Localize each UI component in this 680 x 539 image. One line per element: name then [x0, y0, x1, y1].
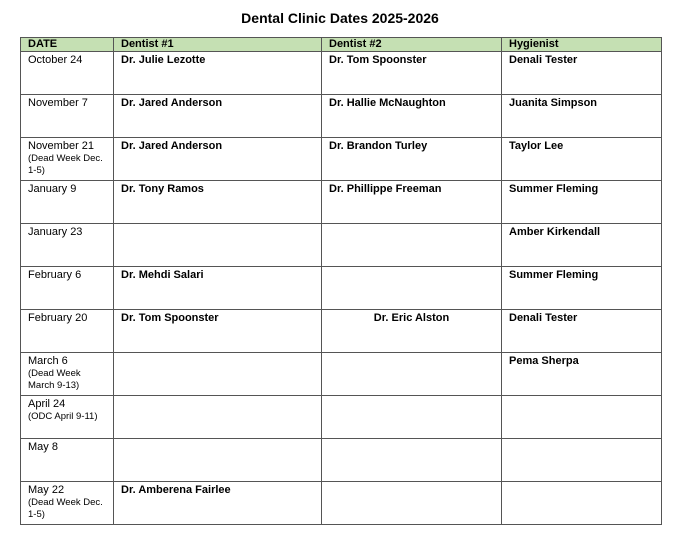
date-note: (Dead Week Dec. 1-5) — [28, 153, 103, 176]
date-text: May 22 — [28, 484, 65, 496]
dentist-1-cell: Dr. Jared Anderson — [114, 95, 322, 138]
table-row — [21, 52, 662, 95]
date-text: March 6 — [28, 355, 68, 367]
dentist-2-cell — [322, 267, 502, 310]
table-row — [21, 482, 662, 525]
date-cell — [21, 95, 114, 138]
header-dentist-1: Dentist #1 — [114, 38, 322, 52]
dentist-1-cell: Dr. Tony Ramos — [114, 181, 322, 224]
hygienist-cell — [502, 396, 662, 439]
dentist-1-cell: Dr. Mehdi Salari — [114, 267, 322, 310]
dentist-2-cell — [322, 482, 502, 525]
dentist-2-cell — [322, 396, 502, 439]
hygienist-cell: Taylor Lee — [502, 138, 662, 181]
dentist-1-cell: Dr. Amberena Fairlee — [114, 482, 322, 525]
header-hygienist: Hygienist — [502, 38, 662, 52]
date-cell — [21, 224, 114, 267]
table-row — [21, 396, 662, 439]
dentist-1-cell: Dr. Julie Lezotte — [114, 52, 322, 95]
dentist-1-cell: Dr. Jared Anderson — [114, 138, 322, 181]
dentist-2-cell — [322, 439, 502, 482]
hygienist-cell — [502, 482, 662, 525]
date-cell — [21, 396, 114, 439]
hygienist-cell: Summer Fleming — [502, 181, 662, 224]
date-cell — [21, 267, 114, 310]
dentist-2-cell: Dr. Tom Spoonster — [322, 52, 502, 95]
date-text: January 23 — [28, 226, 83, 238]
dentist-2-cell: Dr. Brandon Turley — [322, 138, 502, 181]
dentist-2-cell — [322, 353, 502, 396]
table-row — [21, 267, 662, 310]
date-cell — [21, 52, 114, 95]
date-text: May 8 — [28, 441, 58, 453]
hygienist-cell: Summer Fleming — [502, 267, 662, 310]
date-cell — [21, 482, 114, 525]
date-cell — [21, 138, 114, 181]
dentist-1-cell — [114, 353, 322, 396]
hygienist-cell: Denali Tester — [502, 310, 662, 353]
date-text: April 24 — [28, 398, 66, 410]
dentist-1-cell: Dr. Tom Spoonster — [114, 310, 322, 353]
table-row — [21, 95, 662, 138]
table-row — [21, 310, 662, 353]
date-text: February 6 — [28, 269, 82, 281]
date-cell — [21, 181, 114, 224]
dentist-1-cell — [114, 439, 322, 482]
dentist-2-cell: Dr. Phillippe Freeman — [322, 181, 502, 224]
table-header-row — [21, 38, 662, 52]
dentist-1-cell — [114, 396, 322, 439]
hygienist-cell: Amber Kirkendall — [502, 224, 662, 267]
header-dentist-2: Dentist #2 — [322, 38, 502, 52]
clinic-schedule-table — [20, 37, 662, 525]
document-title: Dental Clinic Dates 2025-2026 — [241, 10, 439, 26]
date-text: November 21 — [28, 140, 95, 152]
table-row — [21, 138, 662, 181]
dentist-2-cell — [322, 224, 502, 267]
dentist-2-cell: Dr. Hallie McNaughton — [322, 95, 502, 138]
table-row — [21, 224, 662, 267]
hygienist-cell: Denali Tester — [502, 52, 662, 95]
date-cell — [21, 439, 114, 482]
dentist-2-cell: Dr. Eric Alston — [322, 310, 502, 353]
table-row — [21, 439, 662, 482]
date-text: February 20 — [28, 312, 88, 324]
date-cell — [21, 353, 114, 396]
date-text: November 7 — [28, 97, 88, 109]
date-note: (Dead Week Dec. 1-5) — [28, 497, 103, 520]
hygienist-cell: Juanita Simpson — [502, 95, 662, 138]
table-row — [21, 181, 662, 224]
hygienist-cell — [502, 439, 662, 482]
date-note: (ODC April 9-11) — [28, 411, 98, 422]
date-text: January 9 — [28, 183, 77, 195]
date-text: October 24 — [28, 54, 83, 66]
header-date: DATE — [21, 38, 114, 52]
dentist-1-cell — [114, 224, 322, 267]
hygienist-cell: Pema Sherpa — [502, 353, 662, 396]
date-note: (Dead Week March 9-13) — [28, 368, 81, 391]
table-body — [21, 52, 662, 525]
table-row — [21, 353, 662, 396]
date-cell — [21, 310, 114, 353]
